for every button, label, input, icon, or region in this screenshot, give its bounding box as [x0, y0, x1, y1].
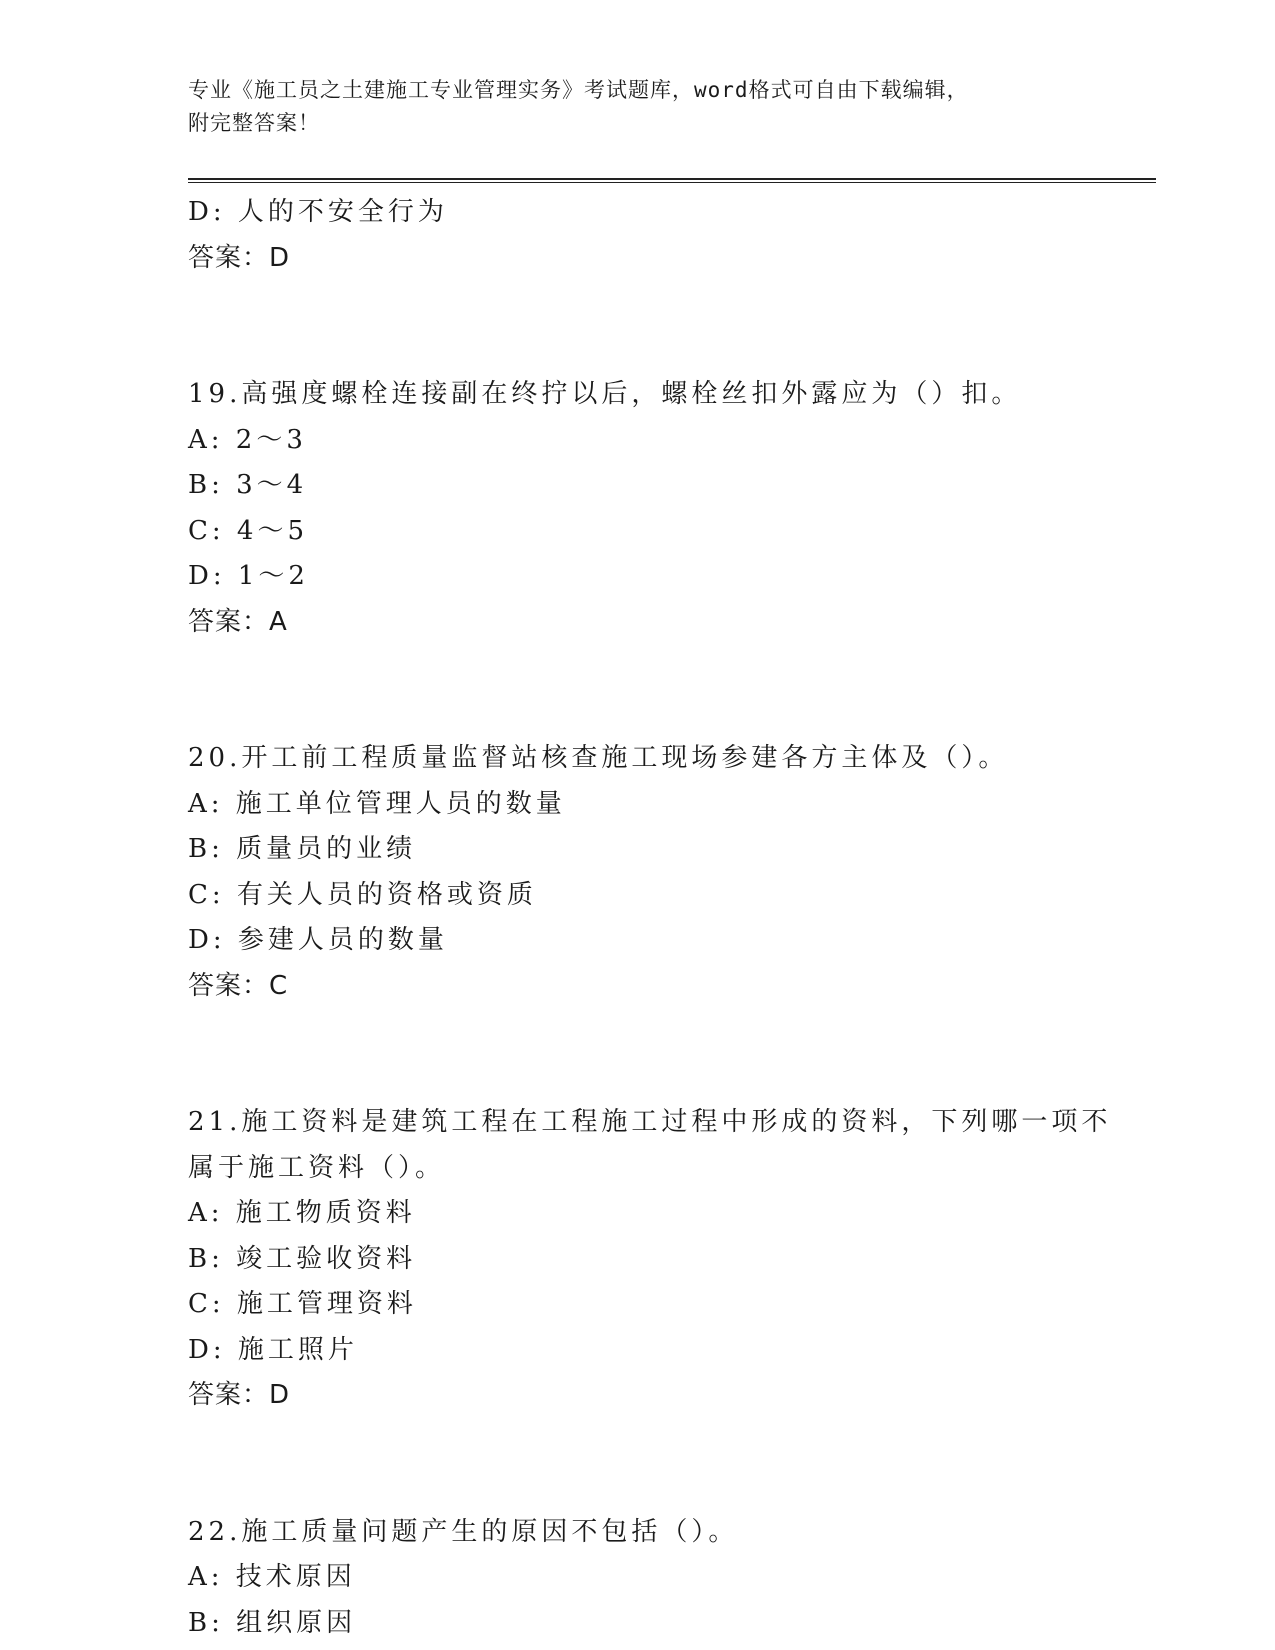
option-a: A: 施工单位管理人员的数量	[188, 788, 566, 819]
spacer	[188, 645, 1088, 736]
question-18-tail	[188, 190, 1088, 281]
answer: 答案：D	[188, 242, 291, 273]
option-d: D: 参建人员的数量	[188, 925, 448, 955]
option-a: A: 技术原因	[188, 1562, 356, 1592]
option-b: B: 组织原因	[188, 1607, 357, 1638]
option-d: D: 人的不安全行为	[188, 197, 448, 227]
question-20	[188, 736, 1088, 1009]
option-c: C: 施工管理资料	[188, 1289, 417, 1319]
option-b: B: 竣工验收资料	[188, 1243, 417, 1274]
answer: 答案：D	[188, 1380, 291, 1410]
question-stem: 20.开工前工程质量监督站核查施工现场参建各方主体及（）。	[188, 743, 1009, 773]
header-divider	[188, 178, 1156, 183]
question-list	[188, 190, 1112, 1646]
option-a: A: 施工物质资料	[188, 1198, 416, 1228]
question-stem: 22.施工质量问题产生的原因不包括（）。	[188, 1516, 739, 1547]
question-19	[188, 372, 1088, 645]
header-line-2: 附完整答案！	[188, 111, 320, 135]
option-d: D: 施工照片	[188, 1334, 358, 1365]
document-header	[188, 74, 1088, 140]
answer: 答案：A	[188, 606, 288, 637]
spacer	[188, 281, 1088, 372]
answer: 答案：C	[188, 970, 289, 1001]
spacer	[188, 1419, 1088, 1510]
question-22	[188, 1510, 1088, 1647]
question-stem-line-1: 21.施工资料是建筑工程在工程施工过程中形成的资料，下列哪一项不	[188, 1107, 1112, 1137]
spacer	[188, 1009, 1088, 1100]
question-stem: 19.高强度螺栓连接副在终拧以后，螺栓丝扣外露应为（）扣。	[188, 379, 1022, 409]
option-c: C: 有关人员的资格或资质	[188, 879, 537, 910]
option-a: A: 2～3	[188, 424, 307, 455]
option-d: D: 1～2	[188, 561, 309, 591]
option-b: B: 3～4	[188, 470, 308, 500]
option-c: C: 4～5	[188, 515, 309, 546]
question-21	[188, 1100, 1112, 1419]
header-line-1: 专业《施工员之土建施工专业管理实务》考试题库，word格式可自由下载编辑，	[188, 78, 969, 102]
option-b: B: 质量员的业绩	[188, 834, 417, 864]
question-stem-line-2: 属于施工资料（）。	[188, 1152, 446, 1183]
